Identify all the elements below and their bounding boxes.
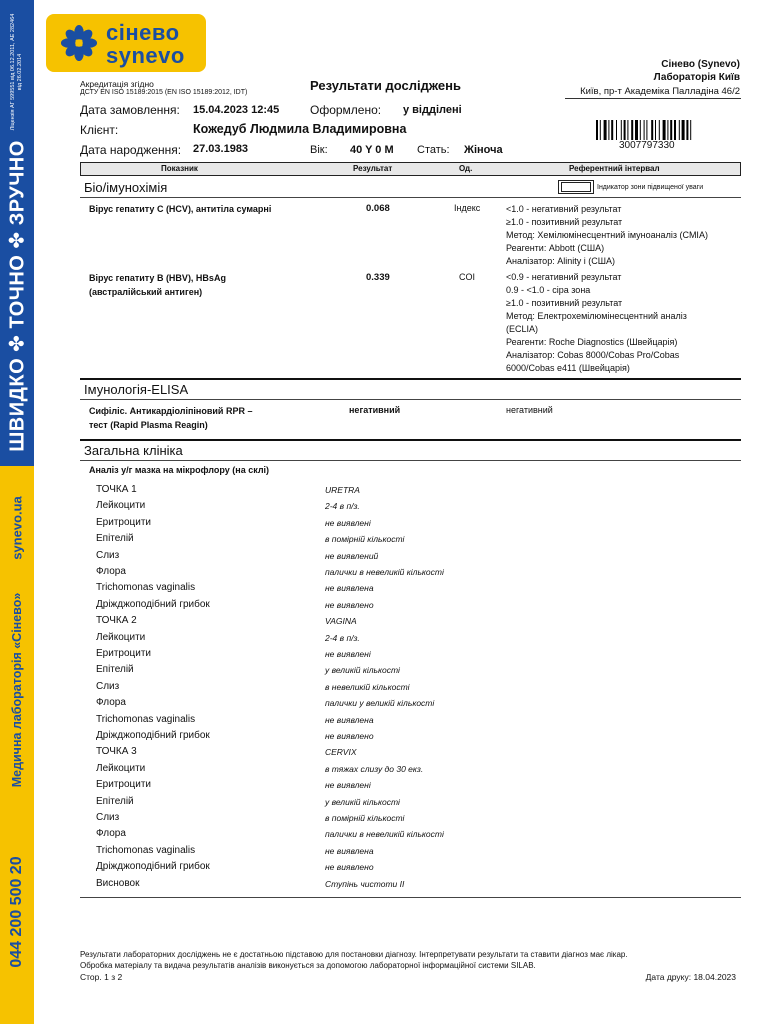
order-date-label: Дата замовлення:	[80, 103, 180, 117]
attention-legend-text: Індикатор зони підвищеної уваги	[597, 184, 704, 191]
hcv-unit: Індекс	[454, 203, 481, 213]
section-bio-title: Біо/імунохімія	[84, 180, 168, 195]
smear-row-value: 2-4 в п/з.	[325, 632, 360, 643]
license-text: Ліцензія АГ 599551 від 06.12.2011, АЕ 282464 від 26.02.2014	[10, 13, 23, 131]
hbv-unit: COI	[459, 272, 476, 282]
smear-row-label: Слиз	[96, 812, 120, 823]
smear-row-value: не виявлено	[325, 599, 374, 610]
lab-address: Київ, пр-т Академіка Палладіна 46/2	[580, 86, 740, 97]
hbv-ref-line: 0.9 - <1.0 - сіра зона	[506, 285, 591, 295]
smear-row-label: Trichomonas vaginalis	[96, 844, 196, 856]
section-clinic-divider	[80, 460, 741, 461]
issued-value: у відділені	[403, 104, 462, 116]
rpr-name-line-1: Сифіліс. Антикардіоліпіновий RPR –	[89, 406, 253, 416]
smear-row-value: палички у великій кількості	[325, 698, 435, 709]
smear-row-value: 2-4 в п/з.	[325, 501, 360, 512]
smear-row-label: Лейкоцити	[96, 762, 146, 774]
smear-row-label: Флора	[96, 566, 126, 577]
page-number: Стор. 1 з 2	[80, 972, 123, 982]
hcv-result: 0.068	[366, 203, 390, 214]
hbv-reference	[506, 271, 687, 375]
table-header	[80, 162, 741, 176]
smear-row-value: URETRA	[325, 485, 360, 495]
smear-row-label: Еритроцити	[96, 779, 151, 791]
smear-row-value: в невеликій кількості	[325, 681, 410, 692]
barcode-number: 3007797330	[619, 140, 675, 151]
dob-value: 27.03.1983	[193, 143, 249, 155]
disclaimer-text: Результати лабораторних досліджень не є достатньою підставою для постановки діагнозу. Інтерпретувати результати та ставити діагноз має лікар.	[80, 950, 628, 959]
lab-name: Лабораторія Київ	[653, 72, 740, 83]
th-indicator: Показник	[161, 164, 198, 173]
sex-label: Стать:	[417, 144, 450, 156]
hcv-ref-line: Метод: Хемілюмінесцентний імуноаналіз (CMIA)	[506, 230, 708, 240]
hbv-ref-line: Метод: Електрохемілюмінесцентний аналіз	[506, 311, 687, 321]
client-label: Клієнт:	[80, 123, 119, 137]
smear-row-value: не виявлена	[325, 845, 374, 856]
hbv-ref-line: <0.9 - негативний результат	[506, 272, 622, 282]
hbv-ref-line: (ECLIA)	[506, 324, 539, 334]
synevo-logo	[46, 14, 206, 72]
smear-row-label: Дріжджоподібний грибок	[96, 861, 210, 873]
client-name: Кожедуб Людмила Владимировна	[193, 122, 407, 136]
smear-row-value: у великій кількості	[325, 796, 400, 807]
address-underline	[565, 98, 741, 99]
hcv-reference	[506, 203, 708, 268]
silab-note: Обробка матеріалу та видача результатів аналізів виконується за допомогою лабораторної інформаційної системи SILAB.	[80, 961, 536, 970]
accreditation-line-1: Акредитація згідно	[80, 79, 154, 89]
smear-row-value: у великій кількості	[325, 665, 400, 676]
barcode	[596, 120, 730, 140]
smear-row-value: в тяжах слизу до 30 екз.	[325, 763, 424, 774]
section-clinic-title: Загальна клініка	[84, 443, 183, 458]
rpr-reference: негативний	[506, 405, 553, 415]
section-bio-divider	[80, 197, 741, 198]
website: synevo.ua	[9, 496, 25, 560]
section-elisa-divider	[80, 399, 741, 400]
smear-row-label: Слиз	[96, 680, 120, 692]
hbv-ref-line: 6000/Cobas e411 (Швейцарія)	[506, 363, 630, 373]
smear-row-value: Ступінь чистоти II	[325, 878, 405, 889]
smear-row-value: не виявлено	[325, 862, 374, 873]
smear-row-value: не виявлені	[325, 649, 371, 659]
hbv-ref-line: Аналізатор: Cobas 8000/Cobas Pro/Cobas	[506, 350, 680, 360]
lab-company: Сінево (Synevo)	[661, 59, 740, 70]
slogan: ШВИДКО ✤ ТОЧНО ✤ ЗРУЧНО	[6, 140, 29, 452]
logo-text-en: synevo	[106, 43, 185, 68]
hbv-ref-line: ≥1.0 - позитивний результат	[506, 298, 623, 308]
smear-row-label: Епітелій	[96, 664, 134, 676]
dob-label: Дата народження:	[80, 143, 182, 157]
smear-row-label: ТОЧКА 2	[96, 615, 137, 627]
smear-row-label: Trichomonas vaginalis	[96, 582, 196, 594]
smear-row-value: не виявлені	[325, 517, 371, 528]
section-clinic-top-line	[80, 439, 741, 441]
hcv-ref-line: <1.0 - негативний результат	[506, 204, 622, 214]
rpr-name-line-2: тест (Rapid Plasma Reagin)	[89, 420, 208, 430]
smear-row-value: CERVIX	[325, 747, 357, 758]
smear-row-label: Лейкоцити	[96, 500, 146, 512]
smear-row-label: Епітелій	[96, 795, 134, 807]
hbv-result: 0.339	[366, 272, 390, 283]
hcv-ref-line: ≥1.0 - позитивний результат	[506, 217, 623, 227]
order-date-value: 15.04.2023 12:45	[193, 104, 280, 116]
smear-row-value: в помірній кількості	[325, 813, 405, 823]
smear-row-value: не виявлена	[325, 583, 374, 594]
attention-legend-box	[558, 180, 594, 194]
hbv-name-line-2: (австралійський антиген)	[89, 287, 203, 297]
rpr-name	[89, 404, 252, 432]
smear-row-value: не виявлено	[325, 731, 374, 741]
smear-row-label: ТОЧКА 1	[96, 484, 137, 495]
smear-row-label: ТОЧКА 3	[96, 746, 137, 758]
results-end-line	[80, 897, 741, 898]
smear-row-label: Флора	[96, 828, 126, 840]
phone-number: 044 200 500 20	[8, 856, 25, 968]
lab-brand-name: Медична лабораторія «Сінево»	[10, 592, 24, 788]
section-elisa-title: Імунологія-ELISA	[84, 382, 189, 397]
print-date: Дата друку: 18.04.2023	[645, 972, 736, 982]
smear-row-label: Trichomonas vaginalis	[96, 713, 196, 725]
flower-logo-icon	[60, 24, 98, 62]
smear-row-value: VAGINA	[325, 616, 357, 627]
smear-row-label: Еритроцити	[96, 516, 151, 528]
smear-row-value: не виявлена	[325, 714, 374, 725]
smear-row-value: не виявлений	[325, 550, 379, 561]
hcv-ref-line: Реагенти: Abbott (США)	[506, 243, 605, 253]
smear-row-label: Слиз	[96, 549, 120, 561]
age-value: 40 Y 0 M	[350, 144, 394, 156]
smear-row-value: не виявлені	[325, 780, 371, 791]
smear-row-value: в помірній кількості	[325, 534, 405, 545]
smear-row-label: Флора	[96, 697, 126, 709]
hbv-ref-line: Реагенти: Roche Diagnostics (Швейцарія)	[506, 337, 678, 347]
hcv-ref-line: Аналізатор: Alinity i (США)	[506, 256, 615, 266]
section-elisa-top-line	[80, 378, 741, 380]
smear-row-label: Лейкоцити	[96, 631, 146, 643]
smear-analysis-title: Аналіз у/г мазка на мікрофлору (на склі)	[89, 465, 270, 475]
logo-text-ua: сінево	[106, 20, 180, 45]
page-title: Результати досліджень	[310, 78, 461, 93]
hbv-name	[89, 271, 226, 299]
th-unit: Од.	[459, 164, 473, 173]
accreditation-line-2: ДСТУ EN ISO 15189:2015 (EN ISO 15189:2012, IDT)	[80, 89, 248, 96]
brand-sidebar	[0, 0, 34, 1024]
smear-row-label: Висновок	[96, 877, 140, 889]
issued-label: Оформлено:	[310, 103, 382, 117]
rpr-result: негативний	[349, 405, 401, 415]
smear-row-value: палички в невеликій кількості	[325, 829, 444, 840]
age-label: Вік:	[310, 144, 328, 156]
th-reference: Референтний інтервал	[569, 164, 660, 173]
sex-value: Жіноча	[464, 144, 503, 156]
smear-row-label: Еритроцити	[96, 648, 151, 659]
smear-row-value: палички в невеликій кількості	[325, 567, 444, 577]
smear-row-label: Дріжджоподібний грибок	[96, 598, 210, 610]
th-result: Результат	[353, 164, 393, 173]
smear-row-label: Епітелій	[96, 533, 134, 545]
hbv-name-line-1: Вірус гепатиту В (HBV), HBsAg	[89, 273, 226, 283]
smear-row-label: Дріжджоподібний грибок	[96, 730, 210, 741]
hcv-name: Вірус гепатиту С (HCV), антитіла сумарні	[89, 204, 272, 214]
